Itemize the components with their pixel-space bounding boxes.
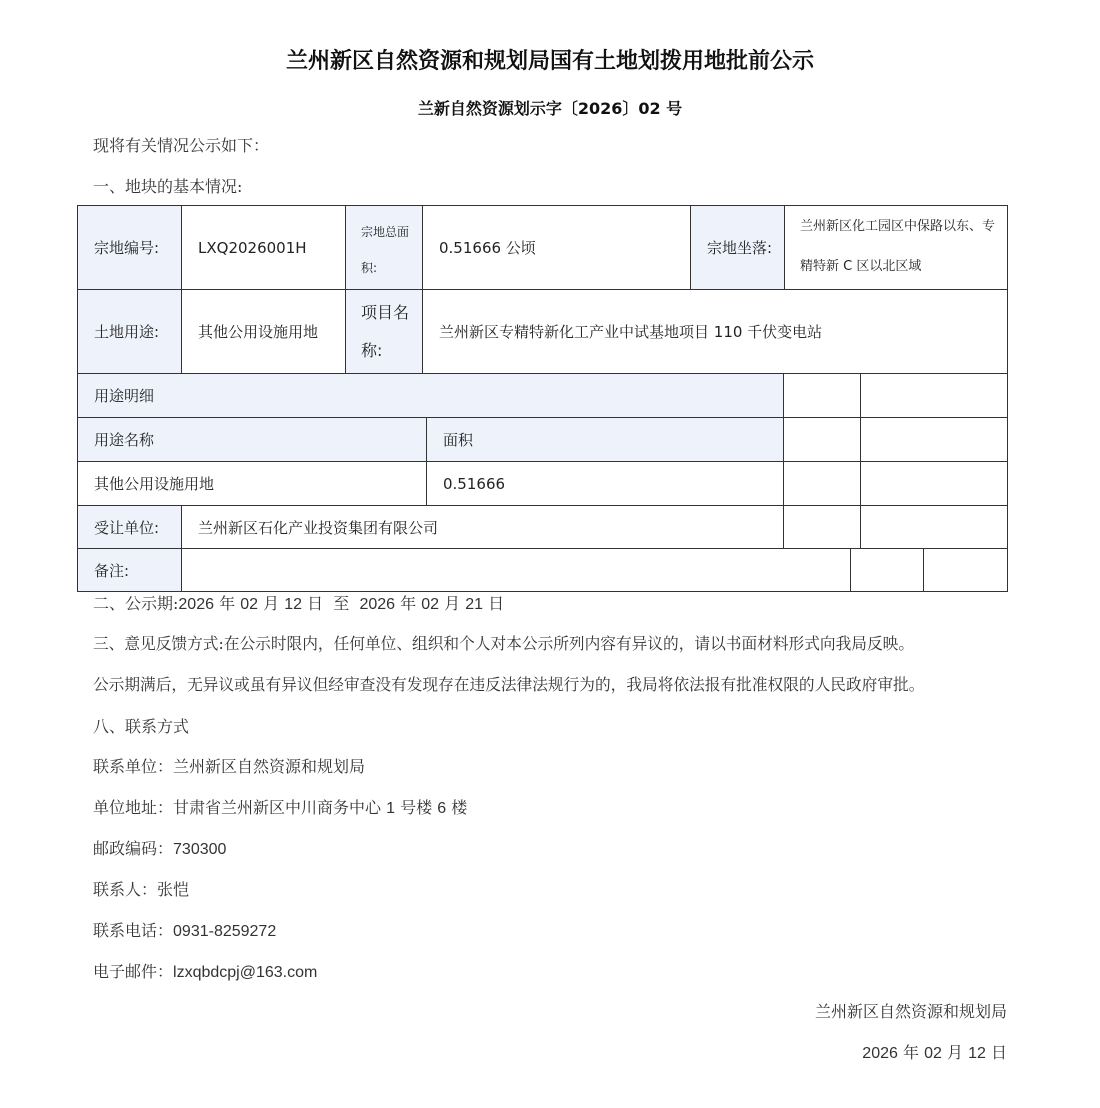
issuer-signature: 兰州新区自然资源和规划局 [814,1002,1007,1021]
empty-cell [783,505,861,549]
empty-cell [783,417,861,462]
land-use-label: 土地用途: [77,289,182,374]
grantee-value: 兰州新区石化产业投资集团有限公司 [181,505,784,549]
empty-cell [783,373,861,418]
use-row-name: 其他公用设施用地 [77,461,427,506]
total-area-label: 宗地总面积: [345,205,423,290]
document-title: 兰州新区自然资源和规划局国有土地划拨用地批前公示 [285,49,814,74]
publicity-period: 二、公示期:2026 年 02 月 12 日 至 2026 年 02 月 21 日 [93,594,505,613]
empty-cell [860,461,1008,506]
grantee-label: 受让单位: [77,505,182,549]
use-row-area: 0.51666 [426,461,784,506]
section1-heading: 一、地块的基本情况: [93,177,243,196]
document-number: 兰新自然资源划示字〔2026〕02 号 [417,99,683,118]
contact-unit: 联系单位：兰州新区自然资源和规划局 [93,757,366,776]
contact-email: 电子邮件：lzxqbdcpj@163.com [93,962,318,981]
empty-cell [860,505,1008,549]
contact-phone: 联系电话：0931-8259272 [93,921,277,940]
location-label: 宗地坐落: [690,205,785,290]
contact-person: 联系人：张恺 [93,880,190,899]
area-header: 面积 [426,417,784,462]
empty-cell [860,417,1008,462]
project-name-value: 兰州新区专精特新化工产业中试基地项目 110 千伏变电站 [422,289,1008,374]
parcel-no-value: LXQ2026001H [181,205,346,290]
use-name-header: 用途名称 [77,417,427,462]
issue-date: 2026 年 02 月 12 日 [862,1043,1007,1062]
use-detail-label: 用途明细 [77,373,784,418]
feedback-line-1: 三、意见反馈方式:在公示时限内，任何单位、组织和个人对本公示所列内容有异议的，请以书面材料形式向我局反映。 [93,634,915,653]
land-use-value: 其他公用设施用地 [181,289,346,374]
remarks-label: 备注: [77,548,182,592]
contact-postcode: 邮政编码：730300 [93,839,227,858]
contact-heading: 八、联系方式 [93,717,190,736]
email-link[interactable]: lzxqbdcpj@163.com [173,964,318,981]
remarks-value [181,548,851,592]
empty-cell [860,373,1008,418]
intro-text: 现将有关情况公示如下： [93,136,270,155]
contact-address: 单位地址：甘肃省兰州新区中川商务中心 1 号楼 6 楼 [93,798,468,817]
feedback-line-2: 公示期满后，无异议或虽有异议但经审查没有发现存在违反法律法规行为的，我局将依法报有批准权限的人民政府审批。 [93,675,925,694]
location-value: 兰州新区化工园区中保路以东、专精特新 C 区以北区域 [784,205,1008,290]
project-name-label: 项目名称: [345,289,423,374]
empty-cell [783,461,861,506]
empty-cell [923,548,1008,592]
total-area-value: 0.51666 公顷 [422,205,691,290]
empty-cell [850,548,924,592]
parcel-no-label: 宗地编号: [77,205,182,290]
